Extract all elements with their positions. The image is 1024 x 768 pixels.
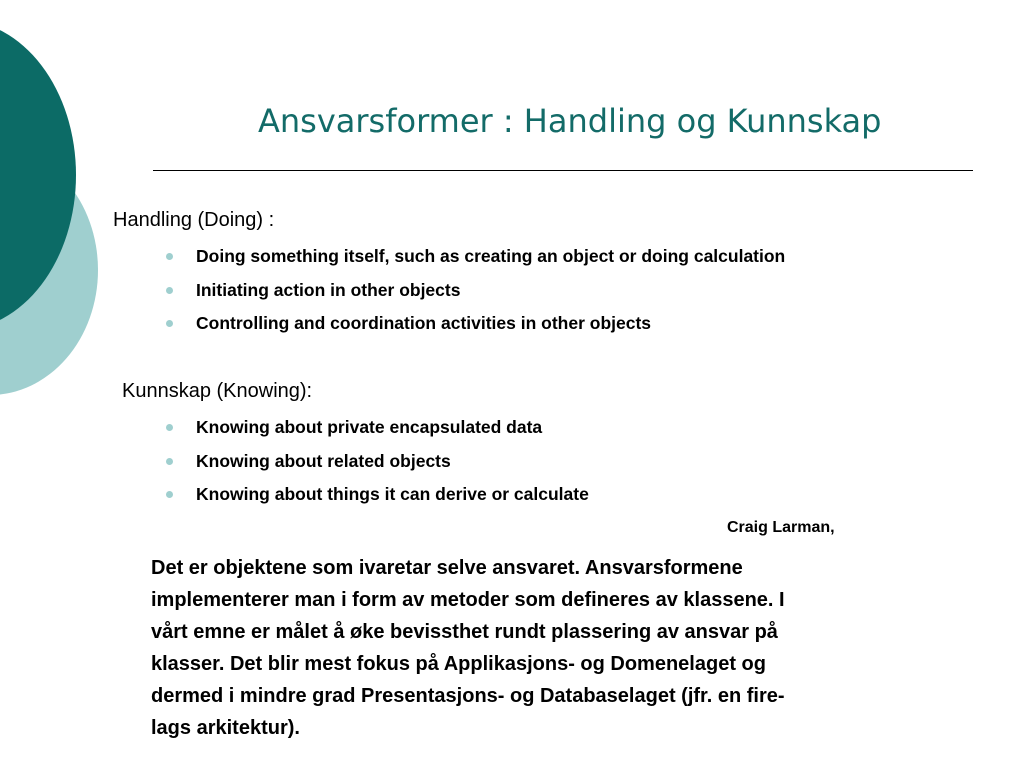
list-item [162, 278, 785, 312]
knowing-bullet-list [162, 415, 589, 516]
attribution: Craig Larman, [727, 519, 835, 536]
body-paragraph [151, 552, 941, 744]
body-line: vårt emne er målet å øke bevissthet rundt plassering av ansvar på [151, 621, 778, 643]
list-item-text: Knowing about private encapsulated data [196, 417, 543, 437]
list-item-text: Doing something itself, such as creating an object or doing calculation [196, 246, 786, 266]
body-line: implementerer man i form av metoder som defineres av klassene. I [151, 589, 785, 611]
list-item-text: Knowing about related objects [196, 450, 451, 471]
title-divider [153, 170, 973, 171]
list-item [162, 449, 589, 483]
list-item [162, 311, 785, 345]
slide-title: Ansvarsformer : Handling og Kunnskap [258, 102, 882, 140]
list-item [162, 482, 589, 516]
bullet-icon [166, 253, 173, 260]
body-line: klasser. Det blir mest fokus på Applikasjons- og Domenelaget og [151, 653, 766, 675]
bullet-icon [166, 287, 173, 294]
list-item-text: Initiating action in other objects [196, 279, 461, 300]
doing-heading: Handling (Doing) : [113, 209, 275, 231]
list-item-text: Knowing about things it can derive or calculate [196, 484, 589, 504]
bullet-icon [166, 424, 173, 431]
bullet-icon [166, 458, 173, 465]
bullet-icon [166, 320, 173, 327]
list-item [162, 415, 589, 449]
body-line: Det er objektene som ivaretar selve ansvaret. Ansvarsformene [151, 557, 743, 579]
list-item [162, 244, 785, 278]
body-line: dermed i mindre grad Presentasjons- og Databaselaget (jfr. en fire- [151, 685, 785, 707]
doing-bullet-list [162, 244, 785, 345]
body-line: lags arkitektur). [151, 717, 300, 739]
bullet-icon [166, 491, 173, 498]
knowing-heading: Kunnskap (Knowing): [122, 380, 313, 402]
list-item-text: Controlling and coordination activities in other objects [196, 313, 652, 333]
